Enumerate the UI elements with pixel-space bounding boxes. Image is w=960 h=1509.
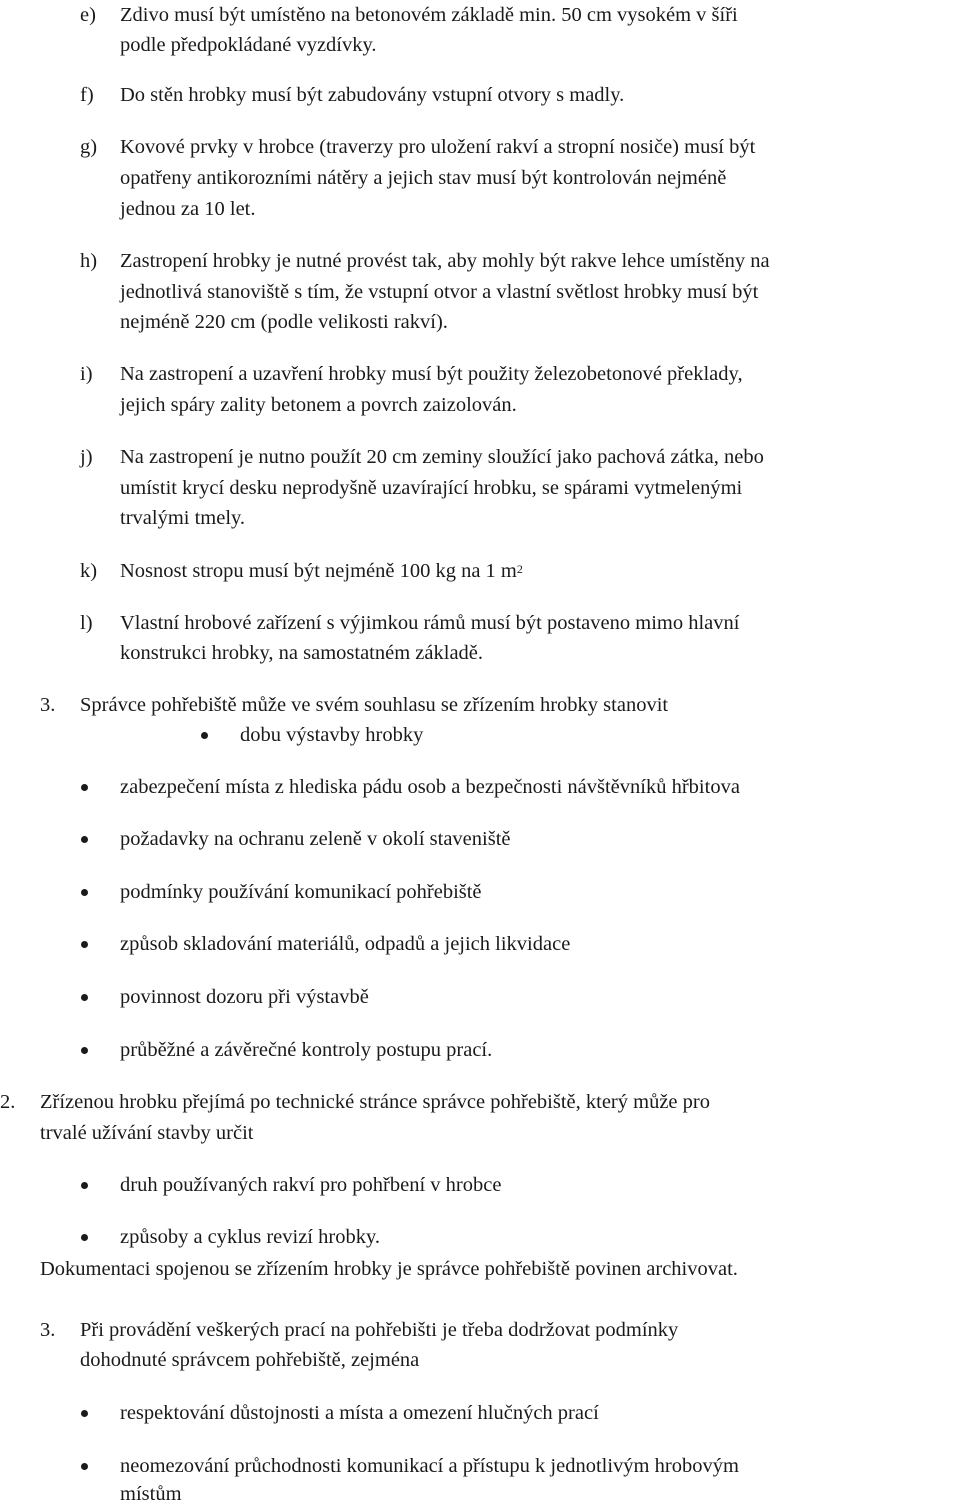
bullet-dot xyxy=(81,1234,88,1241)
item-k-superscript: 2 xyxy=(516,562,523,576)
section-2-closing: Dokumentaci spojenou se zřízením hrobky je správce pohřebiště povinen archivovat. xyxy=(40,1258,738,1280)
item-j-line-3: trvalými tmely. xyxy=(120,507,246,529)
section-3b-bullet-1: respektování důstojnosti a místa a omezení hlučných prací xyxy=(120,1402,599,1424)
item-j-line-2: umístit krycí desku neprodyšně uzavírající hrobku, se spárami vytmelenými xyxy=(120,477,743,499)
item-k-text: Nosnost stropu musí být nejméně 100 kg na 1 m xyxy=(120,560,517,582)
section-3a-bullet-6: povinnost dozoru při výstavbě xyxy=(120,986,369,1008)
section-3b-heading-line-1: Při provádění veškerých prací na pohřebišti je třeba dodržovat podmínky xyxy=(80,1319,679,1341)
item-i-marker: i) xyxy=(80,363,93,385)
bullet-dot xyxy=(81,941,88,948)
section-3a-bullet-7: průběžné a závěrečné kontroly postupu prací. xyxy=(120,1039,493,1061)
item-g-line-3: jednou za 10 let. xyxy=(120,198,256,220)
section-2-bullet-1: druh používaných rakví pro pohřbení v hrobce xyxy=(120,1174,502,1196)
section-3b-bullet-2-continuation: místům xyxy=(120,1483,182,1505)
item-j-line-1: Na zastropení je nutno použít 20 cm zeminy sloužící jako pachová zátka, nebo xyxy=(120,446,764,468)
bullet-dot xyxy=(81,889,88,896)
item-j-marker: j) xyxy=(80,446,93,468)
section-3a-number: 3. xyxy=(40,694,56,716)
item-l-line-1: Vlastní hrobové zařízení s výjimkou rámů musí být postaveno mimo hlavní xyxy=(120,612,740,634)
item-i-line-2: jejich spáry zality betonem a povrch zaizolován. xyxy=(120,394,517,416)
section-3a-bullet-2: zabezpečení místa z hlediska pádu osob a bezpečnosti návštěvníků hřbitova xyxy=(120,776,740,798)
section-2-bullet-2: způsoby a cyklus revizí hrobky. xyxy=(120,1226,380,1248)
item-k-marker: k) xyxy=(80,560,98,582)
item-g-line-2: opatřeny antikorozními nátěry a jejich stav musí být kontrolován nejméně xyxy=(120,167,727,189)
section-2-heading-line-1: Zřízenou hrobku přejímá po technické stránce správce pohřebiště, který může pro xyxy=(40,1091,710,1113)
item-g-line-1: Kovové prvky v hrobce (traverzy pro uložení rakví a stropní nosiče) musí být xyxy=(120,136,756,158)
bullet-dot xyxy=(81,784,88,791)
bullet-dot xyxy=(81,1463,88,1470)
bullet-dot xyxy=(201,732,208,739)
item-f-line-1: Do stěn hrobky musí být zabudovány vstupní otvory s madly. xyxy=(120,84,625,106)
section-3a-bullet-1: dobu výstavby hrobky xyxy=(240,724,424,746)
item-k-line xyxy=(120,556,523,586)
item-h-marker: h) xyxy=(80,250,98,272)
item-l-marker: l) xyxy=(80,612,93,634)
bullet-dot xyxy=(81,1047,88,1054)
bullet-dot xyxy=(81,1182,88,1189)
section-3b-number: 3. xyxy=(40,1319,56,1341)
item-h-line-3: nejméně 220 cm (podle velikosti rakví). xyxy=(120,311,448,333)
item-l-line-2: konstrukci hrobky, na samostatném základě. xyxy=(120,642,484,664)
bullet-dot xyxy=(81,994,88,1001)
section-3a-bullet-3: požadavky na ochranu zeleně v okolí staveniště xyxy=(120,828,511,850)
section-3a-bullet-4: podmínky používání komunikací pohřebiště xyxy=(120,881,482,903)
item-f-marker: f) xyxy=(80,84,94,106)
bullet-dot xyxy=(81,836,88,843)
item-i-line-1: Na zastropení a uzavření hrobky musí být použity železobetonové překlady, xyxy=(120,363,743,385)
item-e-line-2: podle předpokládané vyzdívky. xyxy=(120,34,377,56)
item-g-marker: g) xyxy=(80,136,98,158)
section-2-number: 2. xyxy=(0,1091,16,1113)
section-3b-bullet-2: neomezování průchodnosti komunikací a přístupu k jednotlivým hrobovým xyxy=(120,1455,739,1477)
section-3a-heading: Správce pohřebiště může ve svém souhlasu se zřízením hrobky stanovit xyxy=(80,694,669,716)
item-e-line-1: Zdivo musí být umístěno na betonovém základě min. 50 cm vysokém v šíři xyxy=(120,4,738,26)
section-3a-bullet-5: způsob skladování materiálů, odpadů a jejich likvidace xyxy=(120,933,571,955)
item-e-marker: e) xyxy=(80,4,96,26)
item-h-line-1: Zastropení hrobky je nutné provést tak, aby mohly být rakve lehce umístěny na xyxy=(120,250,770,272)
bullet-dot xyxy=(81,1410,88,1417)
section-2-heading-line-2: trvalé užívání stavby určit xyxy=(40,1122,254,1144)
section-3b-heading-line-2: dohodnuté správcem pohřebiště, zejména xyxy=(80,1349,420,1371)
item-h-line-2: jednotlivá stanoviště s tím, že vstupní otvor a vlastní světlost hrobky musí být xyxy=(120,281,759,303)
